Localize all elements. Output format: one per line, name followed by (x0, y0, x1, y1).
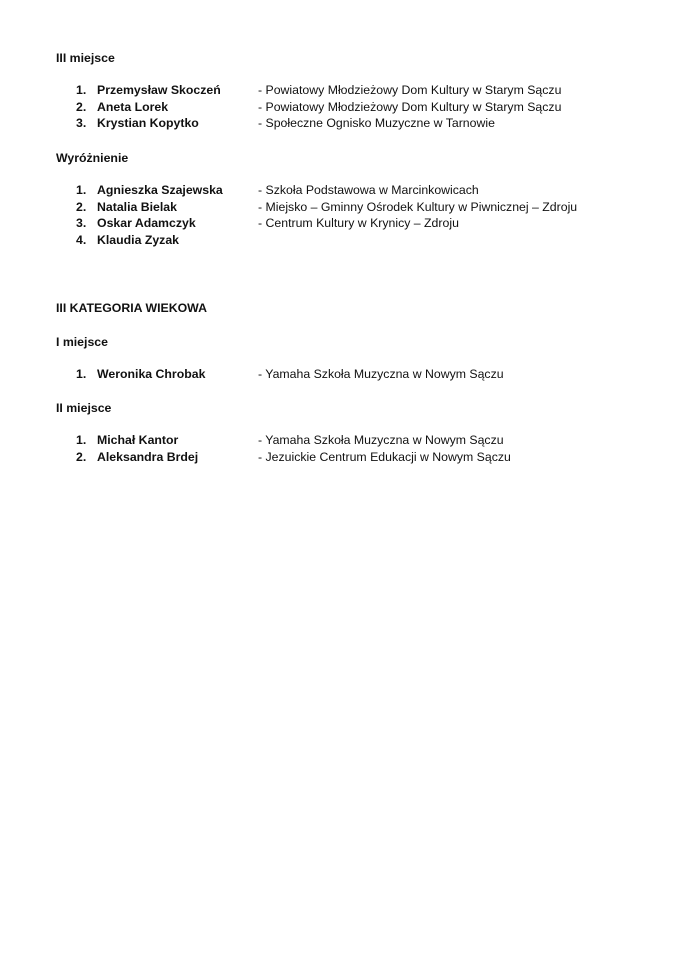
list-item (0, 215, 678, 232)
item-number: 2. (76, 199, 87, 214)
institution-name: - Jezuickie Centrum Edukacji w Nowym Sączu (258, 449, 511, 464)
list-item (0, 99, 678, 116)
institution-name: - Powiatowy Młodzieżowy Dom Kultury w Starym Sączu (258, 99, 562, 114)
item-number: 2. (76, 99, 87, 114)
institution-name: - Powiatowy Młodzieżowy Dom Kultury w Starym Sączu (258, 83, 562, 97)
participant-name: Aneta Lorek (97, 99, 169, 114)
institution-name: - Centrum Kultury w Krynicy – Zdroju (258, 216, 459, 231)
participant-name: Przemysław Skoczeń (97, 83, 221, 97)
list-item (0, 232, 678, 249)
section-heading: Wyróżnienie (56, 151, 129, 165)
item-number: 1. (76, 433, 87, 447)
list-item (0, 199, 678, 216)
item-number: 3. (76, 116, 87, 131)
section-heading: II miejsce (56, 401, 112, 415)
list-item (0, 432, 678, 449)
item-number: 3. (76, 216, 87, 231)
item-number: 1. (76, 83, 87, 97)
item-number: 1. (76, 183, 87, 197)
institution-name: - Yamaha Szkoła Muzyczna w Nowym Sączu (258, 367, 504, 381)
list-item (0, 82, 678, 99)
item-number: 2. (76, 449, 87, 464)
list-item (0, 115, 678, 132)
item-number: 1. (76, 367, 87, 381)
institution-name: - Yamaha Szkoła Muzyczna w Nowym Sączu (258, 433, 504, 447)
participant-name: Klaudia Zyzak (97, 232, 180, 247)
section-heading: III miejsce (56, 51, 115, 65)
institution-name: - Szkoła Podstawowa w Marcinkowicach (258, 183, 479, 197)
institution-name: - Społeczne Ognisko Muzyczne w Tarnowie (258, 116, 495, 131)
list-item (0, 182, 678, 199)
participant-name: Aleksandra Brdej (97, 449, 199, 464)
list-item (0, 449, 678, 466)
list-item (0, 366, 678, 383)
item-number: 4. (76, 232, 87, 247)
institution-name: - Miejsko – Gminny Ośrodek Kultury w Piwnicznej – Zdroju (258, 199, 578, 214)
participant-name: Natalia Bielak (97, 199, 177, 214)
participant-name: Weronika Chrobak (97, 367, 206, 381)
participant-name: Oskar Adamczyk (97, 216, 196, 231)
participant-name: Agnieszka Szajewska (97, 183, 223, 197)
participant-name: Michał Kantor (97, 433, 179, 447)
category-heading: III KATEGORIA WIEKOWA (56, 301, 207, 315)
section-heading: I miejsce (56, 335, 108, 349)
participant-name: Krystian Kopytko (97, 116, 199, 131)
